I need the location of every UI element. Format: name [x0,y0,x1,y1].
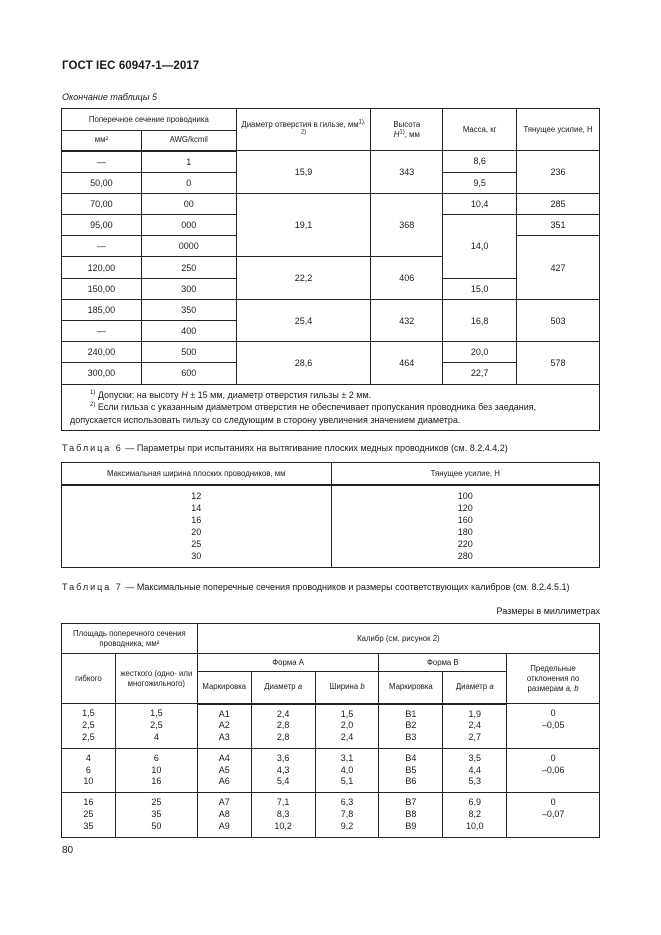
header-diameter: Диаметр отверстия в гильзе, $мм^{1), 2)}$ [236,109,371,151]
table7-caption: Таблица 7 — Максимальные поперечные сечения проводников и размеры соответствующих калибров (см. 8.2.4.5.1) [62,582,570,592]
table5 [61,108,600,431]
table-row: — 1 15,9 343 8,6 236 [62,151,600,173]
units-note: Размеры в миллиметрах [496,606,600,616]
header-form-a: Форма А [197,654,379,672]
header-flexible: гибкого [62,654,116,704]
table-row: 95,00 000 14,0 351 [62,215,600,236]
header-section: Поперечное сечение проводника [62,109,237,131]
table5-caption: Окончание таблицы 5 [62,92,157,102]
header-deviation: Предельные отклонения по размерам a, b [507,654,600,704]
table-row: 120,00 250 22,2 406 [62,257,600,278]
table6 [61,462,600,568]
table-row: 50,00 0 9,5 [62,172,600,193]
table-row: 1,5 2,5 2,5 1,5 2,5 4 A1 A2 A3 2,4 2,8 2,8 1,5 2,0 2,4 B1 B2 B3 1,9 2,4 2,7 0 –0,05 [62,704,600,749]
table-row: — 0000 427 [62,236,600,257]
footnotes-row [62,384,600,431]
header-mark-a: Маркировка [197,672,251,704]
table7 [61,623,600,838]
header-mass: Масса, кг [443,109,517,151]
header-rigid: жесткого (одно- или многожильного) [115,654,197,704]
table-row: — 400 [62,321,600,342]
header-gauge: Калибр (см. рисунок 2) [197,624,599,654]
header-diam-b: Диаметр a [443,672,507,704]
header-mm2: мм² [62,131,142,151]
table-row: 4 6 10 6 10 16 A4 A5 A6 3,6 4,3 5,4 3,1 4,0 5,1 B4 B5 B6 3,5 4,4 5,3 0 –0,06 [62,748,600,792]
table-row: 300,00 600 22,7 [62,363,600,384]
page-number: 80 [62,845,74,856]
widths-column: 12 14 16 20 25 30 [62,485,332,568]
header-pull-force: Тянущее усилие, Н [331,463,599,486]
header-awg: AWG/kcmil [141,131,236,151]
footnotes: $^{1)}$ Допуски: на высоту H ± 15 мм, диаметр отверстия гильзы ± 2 мм. $^{2)}$ Если гильза с указанным диаметром отверстия не обеспечивает пропускания проводника без заедания, допускается использовать гильзу со следующим в сторону увеличения значением диаметра. [62,384,600,431]
header-area: Площадь поперечного сечения проводника, мм² [62,624,198,654]
header-mark-b: Маркировка [379,672,443,704]
table6-caption: Таблица 6 — Параметры при испытаниях на вытягивание плоских медных проводников (см. 8.2.4.4.2) [62,443,508,453]
table-row: 16 25 35 25 35 50 A7 A8 A9 7,1 8,3 10,2 6,3 7,8 9,2 B7 B8 B9 6,9 8,2 10,0 0 –0,07 [62,793,600,837]
header-height: Высота $H^{1)}$, мм [371,109,443,151]
table-row: 70,00 00 19,1 368 10,4 285 [62,193,600,214]
table-row: 240,00 500 28,6 464 20,0 578 [62,342,600,363]
document-header: ГОСТ IEC 60947-1—2017 [62,60,200,72]
header-width-a: Ширина b [315,672,379,704]
header-form-b: Форма В [379,654,507,672]
header-max-width: Максимальная ширина плоских проводников, мм [62,463,332,486]
header-diam-a: Диаметр a [251,672,315,704]
table-row: 185,00 350 25,4 432 16,8 503 [62,299,600,320]
forces-column: 100 120 160 180 220 280 [331,485,599,568]
header-pull: Тянущее усилие, Н [517,109,600,151]
table-row: 150,00 300 15,0 [62,278,600,299]
